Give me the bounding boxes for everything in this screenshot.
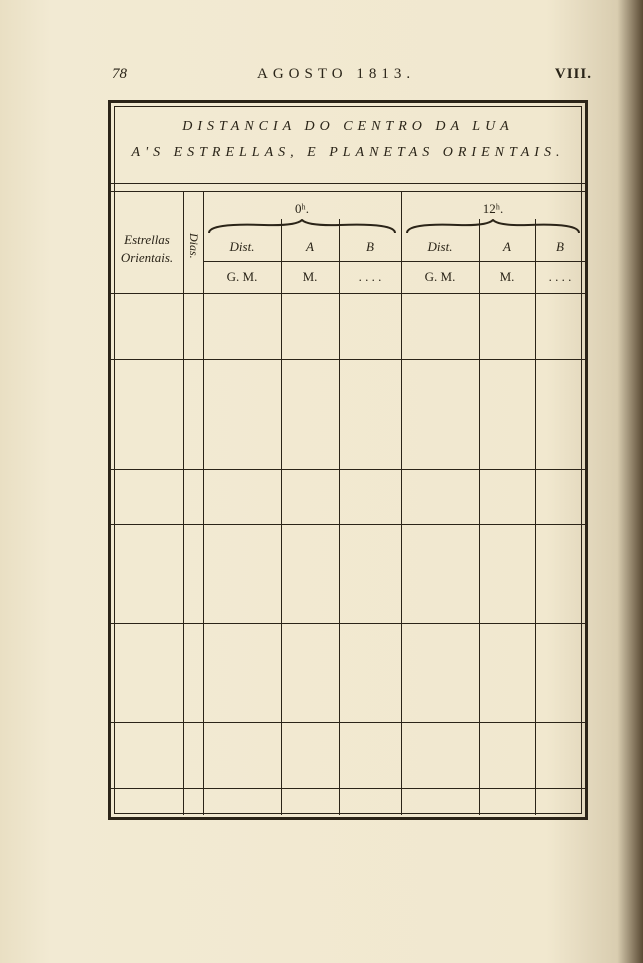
page-number: 78: [112, 66, 127, 82]
m-0-unit: M.: [302, 269, 318, 284]
group-separator: [111, 469, 585, 470]
brace-0h: [207, 219, 397, 235]
running-title: AGOSTO 1813.: [257, 66, 416, 82]
table-frame: [108, 100, 588, 820]
section-number: VIII.: [554, 66, 592, 82]
title-separator: [111, 183, 585, 184]
column-star-heading: Estrellas Orientais.: [120, 232, 174, 265]
brace-12h: [405, 219, 581, 235]
b-0-heading: B: [366, 239, 374, 254]
hour-0-heading: 0ʰ.: [295, 201, 309, 216]
a-12-heading: A: [503, 239, 511, 254]
group-separator: [111, 722, 585, 723]
column-divider: [535, 219, 536, 815]
group-separator: [111, 359, 585, 360]
hour-12-heading: 12ʰ.: [482, 201, 504, 216]
a-0-heading: A: [306, 239, 314, 254]
column-divider: [479, 219, 480, 815]
m-12-unit: M.: [499, 269, 515, 284]
gm-0-unit: G. M.: [226, 269, 258, 284]
b-12-unit: . . . .: [548, 269, 572, 284]
group-separator: [111, 623, 585, 624]
group-separator: [111, 524, 585, 525]
column-divider: [339, 219, 340, 815]
units-separator: [203, 261, 585, 262]
b-0-unit: . . . .: [358, 269, 382, 284]
dist-0-heading: Dist.: [229, 239, 255, 254]
column-divider: [281, 219, 282, 815]
group-separator: [111, 788, 585, 789]
gm-12-unit: G. M.: [424, 269, 456, 284]
b-12-heading: B: [556, 239, 564, 254]
dist-12-heading: Dist.: [427, 239, 453, 254]
table-title-line2: A'S ESTRELLAS, E PLANETAS ORIENTAIS.: [131, 145, 565, 160]
table-title-line1: DISTANCIA DO CENTRO DA LUA: [182, 119, 514, 134]
column-days-heading: Dias.: [187, 233, 201, 259]
page-header: [112, 66, 592, 88]
